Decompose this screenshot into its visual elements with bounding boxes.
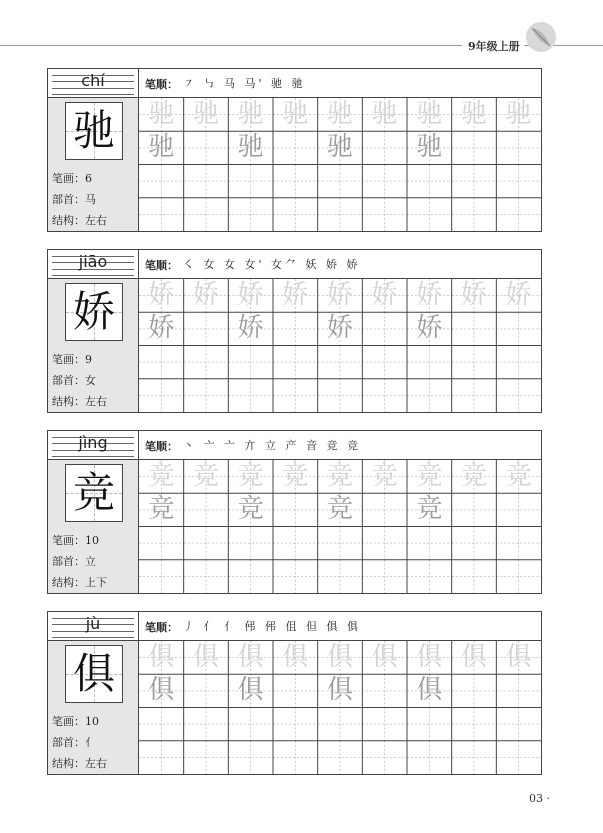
trace-character-light: 竞 xyxy=(237,461,264,491)
trace-character-gray: 俱 xyxy=(237,675,264,706)
structure: 结构：上下 xyxy=(52,576,107,589)
practice-grid xyxy=(139,460,541,593)
trace-character-light: 娇 xyxy=(371,280,398,310)
character-block xyxy=(47,68,542,232)
trace-character-light: 竞 xyxy=(505,461,532,491)
model-character: 娇 xyxy=(72,287,115,336)
radical: 部首：马 xyxy=(52,193,96,206)
trace-character-light: 娇 xyxy=(505,280,532,310)
trace-character-gray: 俱 xyxy=(416,675,443,706)
trace-character-light: 驰 xyxy=(148,99,175,129)
radical: 部首：亻 xyxy=(52,736,96,749)
stroke-order-label: 笔顺： xyxy=(145,621,178,634)
trace-character-light: 娇 xyxy=(282,280,309,310)
trace-character-light: 驰 xyxy=(505,99,532,129)
character-info-panel xyxy=(48,612,139,774)
stroke-count: 笔画：10 xyxy=(52,534,99,547)
character-info-panel xyxy=(48,250,139,412)
trace-character-gray: 竞 xyxy=(416,494,443,525)
trace-character-light: 竞 xyxy=(192,461,219,491)
trace-character-gray: 俱 xyxy=(326,675,353,706)
trace-character-light: 娇 xyxy=(460,280,487,310)
trace-character-light: 驰 xyxy=(416,99,443,129)
stroke-order-sequence: ㇛ 女 女 女' 女⺈ 妖 娇 娇 xyxy=(183,258,361,271)
trace-character-light: 俱 xyxy=(505,642,532,672)
trace-character-light: 竞 xyxy=(371,461,398,491)
practice-grid xyxy=(139,98,541,231)
model-character-box xyxy=(65,283,123,341)
trace-character-light: 驰 xyxy=(460,99,487,129)
stroke-order-sequence: ㇇ ㇉ 马 马' 驰 驰 xyxy=(183,77,306,90)
trace-character-light: 驰 xyxy=(192,99,219,129)
trace-character-light: 俱 xyxy=(192,642,219,672)
character-info-panel xyxy=(48,69,139,231)
pinyin: jiāo xyxy=(78,252,108,271)
trace-character-light: 俱 xyxy=(282,642,309,672)
trace-character-light: 竞 xyxy=(416,461,443,491)
trace-character-light: 竞 xyxy=(282,461,309,491)
trace-character-gray: 娇 xyxy=(237,313,264,344)
stroke-order-label: 笔顺： xyxy=(145,78,178,91)
trace-character-gray: 驰 xyxy=(326,132,353,163)
trace-character-gray: 竞 xyxy=(237,494,264,525)
pinyin-box xyxy=(48,250,138,279)
trace-character-gray: 俱 xyxy=(148,675,175,706)
grade-label: 9年级上册 xyxy=(468,40,520,53)
structure: 结构：左右 xyxy=(52,214,107,227)
page-number: 03 · xyxy=(529,792,550,805)
trace-character-gray: 娇 xyxy=(416,313,443,344)
pinyin-box xyxy=(48,612,138,641)
trace-character-gray: 驰 xyxy=(416,132,443,163)
trace-character-gray: 驰 xyxy=(237,132,264,163)
radical: 部首：女 xyxy=(52,374,96,387)
trace-character-light: 俱 xyxy=(237,642,264,672)
pinyin: jìng xyxy=(78,433,108,452)
trace-character-gray: 竞 xyxy=(326,494,353,525)
trace-character-light: 娇 xyxy=(237,280,264,310)
pinyin-box xyxy=(48,69,138,98)
stroke-order-row xyxy=(139,612,541,641)
radical: 部首：立 xyxy=(52,555,96,568)
trace-character-gray: 驰 xyxy=(148,132,175,163)
stroke-order-label: 笔顺： xyxy=(145,259,178,272)
character-block xyxy=(47,249,542,413)
trace-character-light: 驰 xyxy=(282,99,309,129)
trace-character-gray: 竞 xyxy=(148,494,175,525)
trace-character-light: 俱 xyxy=(326,642,353,672)
trace-character-light: 娇 xyxy=(192,280,219,310)
trace-character-light: 俱 xyxy=(148,642,175,672)
stroke-order-row xyxy=(139,431,541,460)
model-character: 竞 xyxy=(72,468,115,517)
trace-character-light: 竞 xyxy=(148,461,175,491)
character-info-panel xyxy=(48,431,139,593)
stroke-order-sequence: 丿 亻 亻 伄 伄 伹 但 俱 俱 xyxy=(183,620,361,633)
trace-character-light: 俱 xyxy=(371,642,398,672)
model-character: 驰 xyxy=(72,106,115,155)
stroke-order-row xyxy=(139,250,541,279)
trace-character-light: 驰 xyxy=(326,99,353,129)
pinyin: jù xyxy=(85,614,101,633)
stroke-order-label: 笔顺： xyxy=(145,440,178,453)
pinyin-box xyxy=(48,431,138,460)
stroke-order-row xyxy=(139,69,541,98)
stroke-order-sequence: 丶 亠 亠 亣 立 产 音 竞 竞 xyxy=(183,439,361,452)
header-line-left xyxy=(0,45,462,46)
structure: 结构：左右 xyxy=(52,757,107,770)
practice-grid xyxy=(139,279,541,412)
leaf-icon xyxy=(524,20,558,54)
model-character-box xyxy=(65,464,123,522)
trace-character-light: 俱 xyxy=(460,642,487,672)
trace-character-light: 娇 xyxy=(148,280,175,310)
trace-character-light: 驰 xyxy=(237,99,264,129)
structure: 结构：左右 xyxy=(52,395,107,408)
model-character-box xyxy=(65,102,123,160)
trace-character-light: 俱 xyxy=(416,642,443,672)
trace-character-light: 竞 xyxy=(326,461,353,491)
stroke-count: 笔画：9 xyxy=(52,353,92,366)
pinyin: chí xyxy=(81,71,105,90)
stroke-count: 笔画：10 xyxy=(52,715,99,728)
model-character-box xyxy=(65,645,123,703)
stroke-count: 笔画：6 xyxy=(52,172,92,185)
trace-character-light: 驰 xyxy=(371,99,398,129)
character-block xyxy=(47,611,542,775)
trace-character-light: 竞 xyxy=(460,461,487,491)
trace-character-light: 娇 xyxy=(416,280,443,310)
trace-character-light: 娇 xyxy=(326,280,353,310)
practice-grid xyxy=(139,641,541,774)
trace-character-gray: 娇 xyxy=(326,313,353,344)
trace-character-gray: 娇 xyxy=(148,313,175,344)
character-block xyxy=(47,430,542,594)
model-character: 俱 xyxy=(72,649,115,698)
